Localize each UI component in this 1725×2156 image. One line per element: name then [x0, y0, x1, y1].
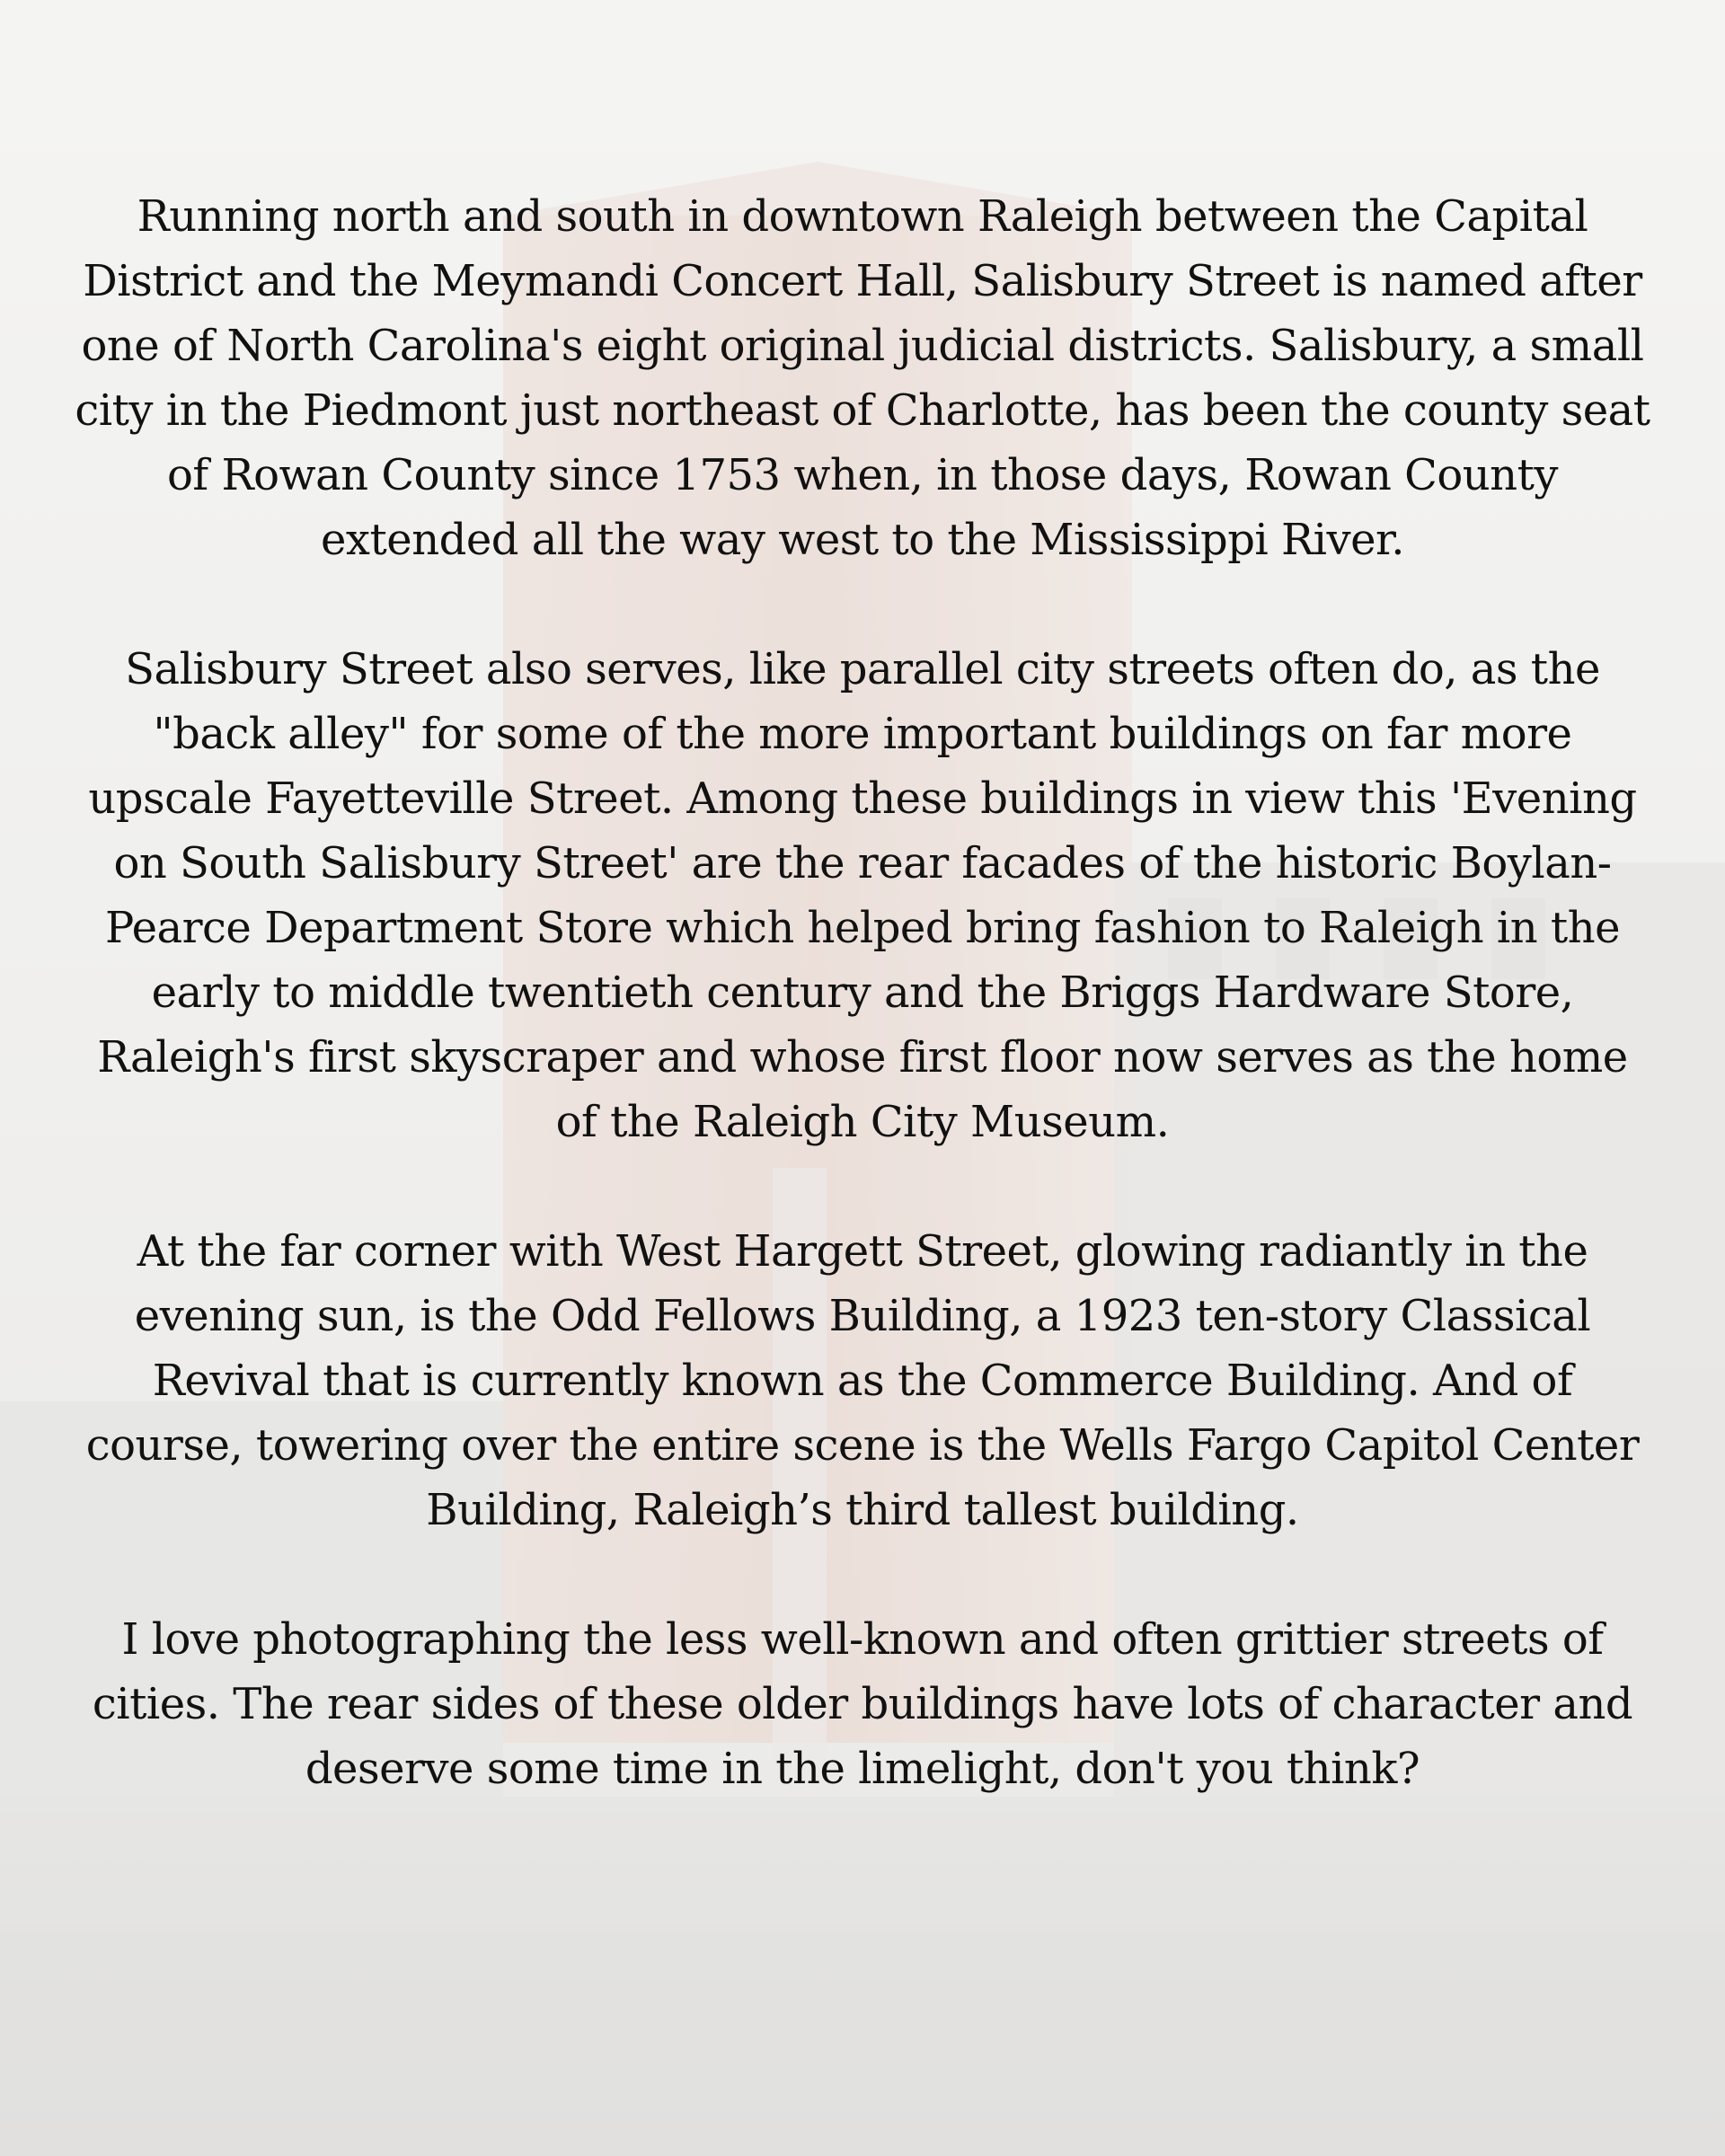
paragraph-back-alley: Salisbury Street also serves, like parallel city streets often do, as the "back alley" for some of the more important buildings on far more upscale Fayetteville Street. Among these buildings in view this 'Evening on South Salisbury Street' are the rear facades of the historic Boylan-Pearce Department Store which helped bring fashion to Raleigh in the early to middle twentieth century and the Briggs Hardware Store, Raleigh's first skyscraper and whose first floor now serves as the home of the Raleigh City Museum. — [88, 644, 1637, 1147]
paragraph-salisbury-history: Running north and south in downtown Raleigh between the Capital District and the Meymandi Concert Hall, Salisbury Street is named after one of North Carolina's eight original judicial districts. Salisbury, a small city in the Piedmont just northeast of Charlotte, has been the county seat of Rowan County since 1753 when, in those days, Rowan County extended all the way west to the Mississippi River. — [75, 191, 1650, 565]
paragraph-photographer-note: I love photographing the less well-known and often grittier streets of cities. The rear sides of these older buildings have lots of character and deserve some time in the limelight, don't you think? — [92, 1614, 1633, 1794]
paragraph-odd-fellows: At the far corner with West Hargett Street, glowing radiantly in the evening sun, is the Odd Fellows Building, a 1923 ten-story Classical Revival that is currently known as the Commerce Building. And of course, towering over the entire scene is the Wells Fargo Capitol Center Building, Raleigh’s third tallest building. — [85, 1226, 1640, 1535]
article-text — [72, 184, 1653, 1866]
